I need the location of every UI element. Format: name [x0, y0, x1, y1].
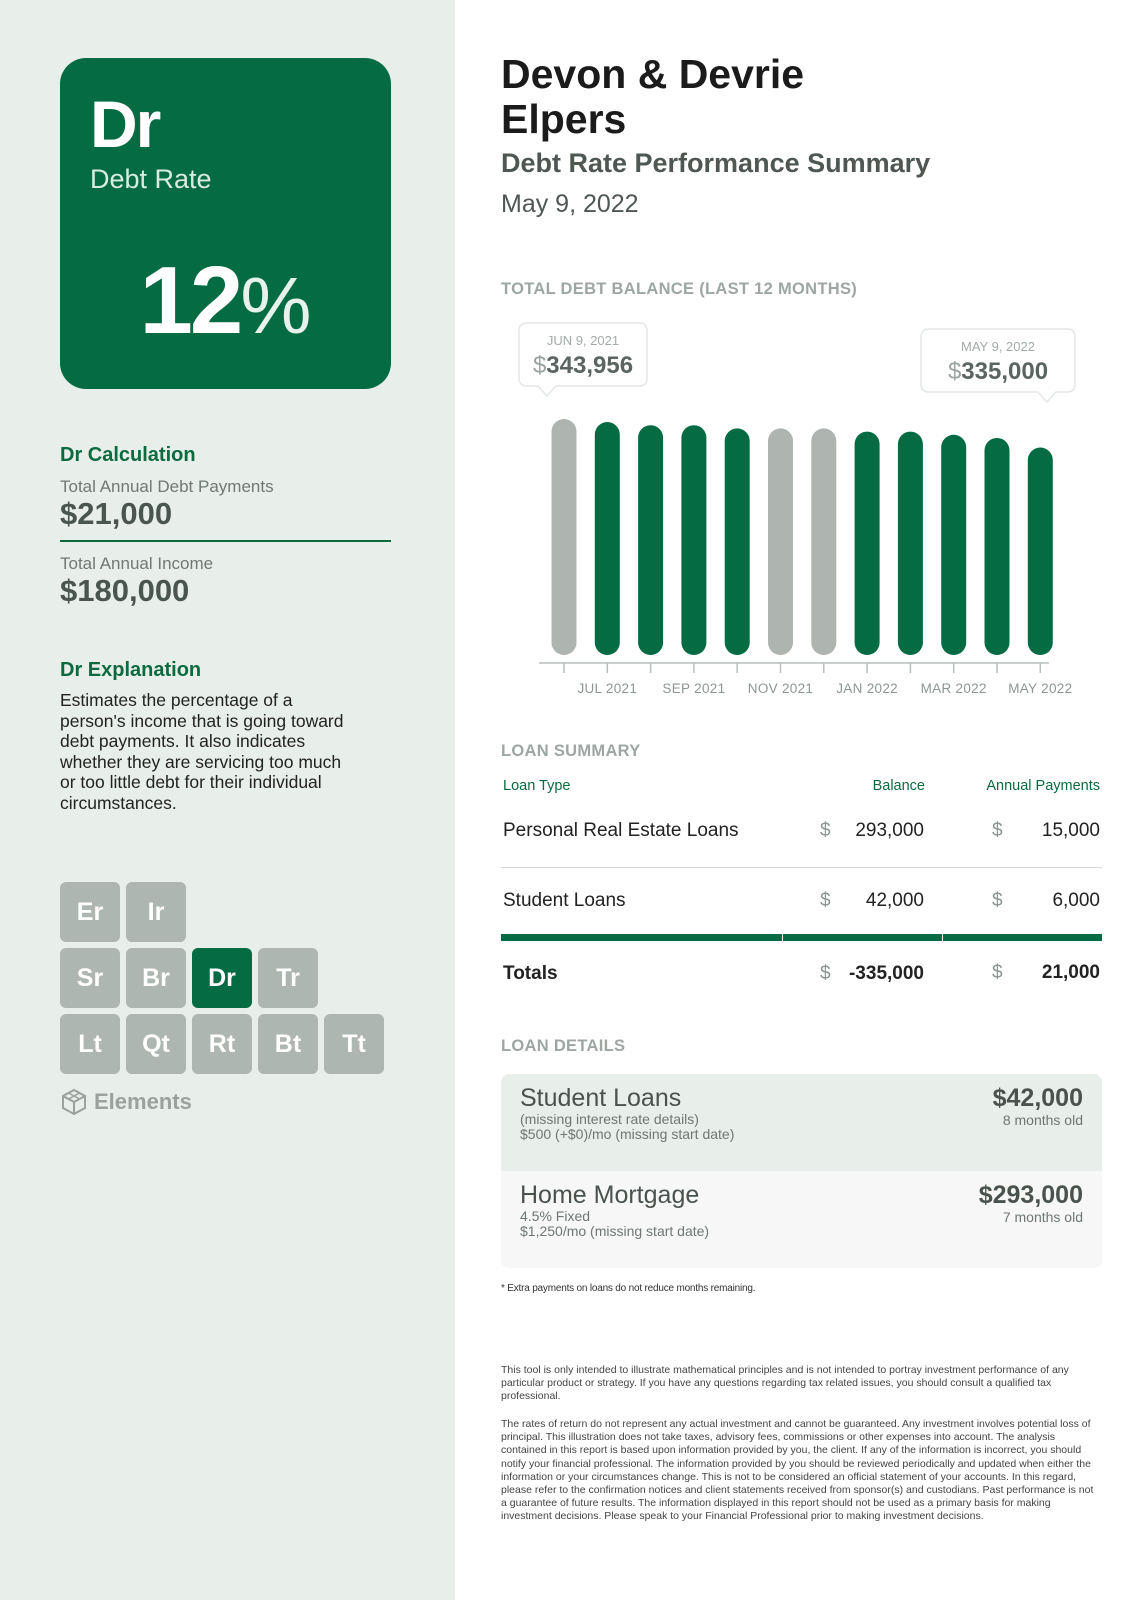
row-type: Personal Real Estate Loans: [503, 820, 739, 841]
debt-rate-card: [60, 58, 391, 389]
totals-divider: [783, 934, 942, 941]
totals-payments-currency: $: [992, 962, 1003, 983]
chart-tick-label: MAR 2022: [920, 681, 987, 696]
income-label: Total Annual Income: [60, 554, 214, 573]
row-type: Student Loans: [503, 890, 626, 911]
loan-card-student[interactable]: [501, 1074, 1102, 1171]
chart-tick-label: JUL 2021: [577, 681, 638, 696]
tile-tt[interactable]: Tt: [324, 1014, 384, 1074]
card-value-number: 12: [139, 247, 241, 354]
payments-label: Total Annual Debt Payments: [60, 477, 274, 496]
chart-tick-label: SEP 2021: [662, 681, 726, 696]
report-date: May 9, 2022: [501, 190, 639, 218]
callout-date: JUN 9, 2021: [546, 333, 620, 348]
callout-value: [533, 352, 633, 379]
chart-callout: [921, 329, 1075, 402]
tile-er[interactable]: Er: [60, 882, 120, 942]
explanation-text: Estimates the percentage of a person's income that is going toward debt payments. It also indicates whether they are servicing too much or too little debt for their individual circumstances.: [60, 690, 344, 813]
card-value-unit: %: [240, 261, 312, 350]
row-payments: 6,000: [1052, 890, 1100, 911]
totals-payments: 21,000: [1041, 962, 1100, 983]
tile-dr[interactable]: Dr: [192, 948, 252, 1008]
callout-value: [948, 358, 1048, 385]
tile-bt[interactable]: Bt: [258, 1014, 318, 1074]
loan-rate: 4.5% Fixed: [520, 1208, 591, 1224]
loan-name: Student Loans: [520, 1084, 682, 1112]
brand-logo: [60, 1088, 192, 1116]
client-name: Devon & Devrie Elpers: [501, 51, 805, 142]
chart-bar: [725, 428, 750, 655]
chart-bar: [1028, 448, 1053, 655]
report-subtitle: Debt Rate Performance Summary: [501, 148, 931, 178]
callout-currency: $: [947, 358, 962, 385]
loan-age: 8 months old: [1002, 1112, 1083, 1128]
chart-bar: [811, 428, 836, 655]
loan-payment: $500 (+$0)/mo (missing start date): [520, 1126, 735, 1142]
row-balance-currency: $: [820, 890, 831, 911]
loan-card-mortgage[interactable]: [501, 1171, 1102, 1268]
chart-bar: [638, 425, 663, 655]
card-value: [60, 246, 391, 356]
chart-bar: [985, 438, 1010, 655]
totals-balance: -335,000: [848, 963, 924, 984]
callout-amount: 335,000: [961, 358, 1049, 385]
tile-ir[interactable]: Ir: [126, 882, 186, 942]
loan-amount: $42,000: [992, 1084, 1083, 1112]
card-name: Debt Rate: [90, 164, 212, 194]
chart-bar: [595, 422, 620, 655]
report-panel: [455, 0, 1144, 1600]
income-value: $180,000: [60, 573, 190, 608]
callout-amount: 343,956: [546, 352, 634, 379]
callout-currency: $: [532, 352, 547, 379]
chart-bar: [855, 432, 880, 655]
card-symbol: Dr: [90, 87, 160, 161]
chart-bar: [768, 428, 793, 655]
brand-name: Elements: [94, 1089, 192, 1114]
debt-balance-chart: [501, 315, 1101, 705]
chart-bar: [681, 425, 706, 655]
loan-payment: $1,250/mo (missing start date): [520, 1223, 710, 1239]
chart-tick-label: JAN 2022: [836, 681, 898, 696]
row-balance-currency: $: [820, 820, 831, 841]
loan-rate: (missing interest rate details): [520, 1111, 699, 1127]
cube-icon: [60, 1088, 88, 1116]
callout-date: MAY 9, 2022: [961, 339, 1035, 354]
left-panel: [0, 0, 455, 1600]
row-divider: [501, 867, 1102, 868]
col-header-type: Loan Type: [503, 778, 571, 794]
totals-divider: [943, 934, 1102, 941]
col-header-payments: Annual Payments: [986, 778, 1100, 794]
row-balance: 42,000: [865, 890, 924, 911]
loan-name: Home Mortgage: [520, 1181, 700, 1209]
totals-label: Totals: [503, 963, 558, 984]
calculation-title: Dr Calculation: [60, 444, 196, 466]
chart-bar: [552, 419, 577, 655]
explanation-title: Dr Explanation: [60, 659, 202, 681]
row-balance: 293,000: [855, 820, 924, 841]
row-payments-currency: $: [992, 890, 1003, 911]
calculation-divider: [60, 540, 391, 542]
tile-rt[interactable]: Rt: [192, 1014, 252, 1074]
loan-age: 7 months old: [1002, 1209, 1083, 1225]
loan-summary-title: LOAN SUMMARY: [501, 742, 641, 760]
disclaimer-returns: The rates of return do not represent any actual investment and cannot be guaranteed. Any investment involves potential loss of principal. This illustration does not take taxes, advisory fees, commissions or other expenses into account. The analysis contained in this report is based upon information provided by you, the client. If any of the information is incorrect, you should notify your financial professional. The information provided by you should be reviewed periodically and updated when either the information or your circumstances change. This is not to be considered an official statement of your accounts. In this regard, please refer to the confirmation notices and client statements received from sponsor(s) and custodians. Past performance is not a guarantee of future results. The information displayed in this report should not be used as a primary basis for making investment decisions. Please speak to your Financial Professional prior to making investment decisions.: [501, 1418, 1094, 1523]
tile-lt[interactable]: Lt: [60, 1014, 120, 1074]
chart-callout: [519, 323, 647, 396]
loan-details-title: LOAN DETAILS: [501, 1037, 626, 1055]
tile-qt[interactable]: Qt: [126, 1014, 186, 1074]
tile-sr[interactable]: Sr: [60, 948, 120, 1008]
totals-balance-currency: $: [820, 963, 831, 984]
footnote: * Extra payments on loans do not reduce months remaining.: [501, 1283, 756, 1294]
disclaimer-tax: This tool is only intended to illustrate mathematical principles and is not intended to portray investment performance of any particular product or strategy. If you have any questions regarding tax related issues, you should consult a qualified tax professional.: [501, 1364, 1069, 1403]
row-payments: 15,000: [1041, 820, 1100, 841]
tile-br[interactable]: Br: [126, 948, 186, 1008]
payments-value: $21,000: [60, 496, 173, 531]
chart-tick-label: MAY 2022: [1008, 681, 1073, 696]
chart-tick-label: NOV 2021: [747, 681, 814, 696]
col-header-balance: Balance: [872, 778, 925, 794]
chart-title: TOTAL DEBT BALANCE (LAST 12 MONTHS): [501, 280, 858, 298]
tile-tr[interactable]: Tr: [258, 948, 318, 1008]
chart-bar: [941, 435, 966, 655]
row-payments-currency: $: [992, 820, 1003, 841]
loan-amount: $293,000: [978, 1181, 1083, 1209]
chart-bar: [898, 432, 923, 655]
totals-divider: [501, 934, 782, 941]
